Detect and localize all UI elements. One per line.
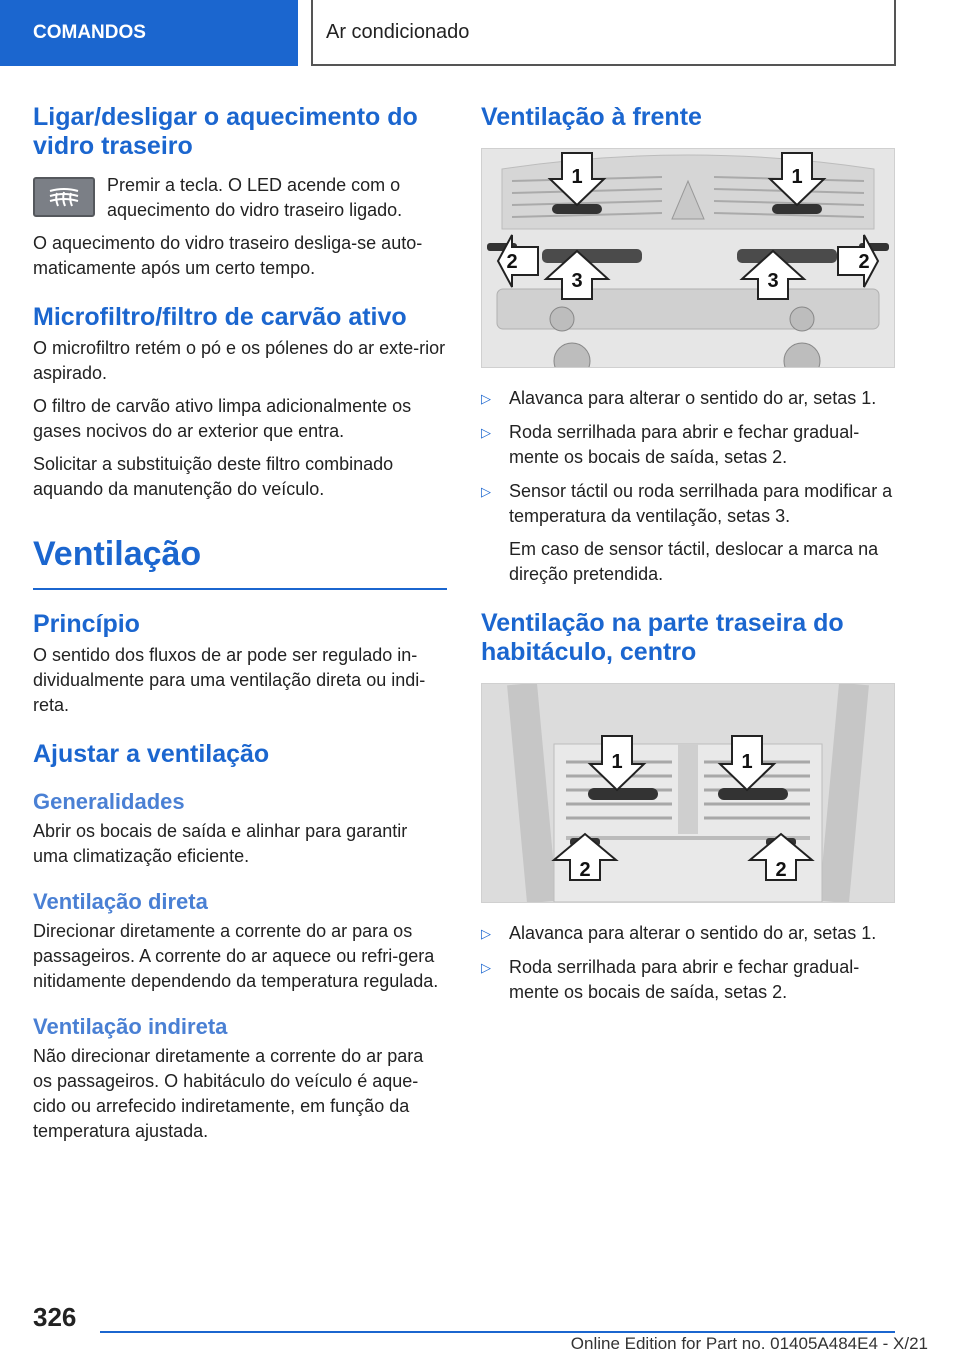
front-arrow-label-3a: 3 xyxy=(571,270,583,292)
bullet-text: Roda serrilhada para abrir e fechar gradual-mente os bocais de saída, setas 2. xyxy=(509,422,860,467)
title-rule xyxy=(33,588,447,590)
list-item xyxy=(481,921,895,946)
bullet-text: Alavanca para alterar o sentido do ar, setas 1. xyxy=(509,388,877,408)
principle-text: O sentido dos fluxos de ar pode ser regulado in-dividualmente para uma ventilação direta ou indi-reta. xyxy=(33,645,426,715)
direct-heading: Ventilação direta xyxy=(33,889,208,914)
list-item xyxy=(481,955,895,1005)
bullet-text-group xyxy=(509,479,895,587)
filter-paragraph-1: O microfiltro retém o pó e os pólenes do ar exte-rior aspirado. xyxy=(33,338,446,383)
page-number: 326 xyxy=(33,1302,77,1332)
bullet-text: Roda serrilhada para abrir e fechar gradual-mente os bocais de saída, setas 2. xyxy=(509,957,860,1002)
triangle-bullet-icon: ▷ xyxy=(481,425,491,440)
front-arrow-label-3b: 3 xyxy=(767,270,779,292)
front-ventilation-heading: Ventilação à frente xyxy=(481,103,702,131)
indirect-heading: Ventilação indireta xyxy=(33,1014,228,1039)
list-item xyxy=(481,386,895,411)
front-vents-photo xyxy=(481,148,895,368)
filter-paragraph-2: O filtro de carvão ativo limpa adicionalmente os gases nocivos do ar exterior que entra. xyxy=(33,396,412,441)
rear-window-button-text: Premir a tecla. O LED acende com o aquecimento do vidro traseiro ligado. xyxy=(107,175,403,220)
edition-footer: Online Edition for Part no. 01405A484E4 - X/21 xyxy=(570,1334,928,1353)
front-arrow-label-1a: 1 xyxy=(571,166,583,188)
chapter-header xyxy=(311,0,896,66)
general-text: Abrir os bocais de saída e alinhar para garantir uma climatização eficiente. xyxy=(33,821,408,866)
triangle-bullet-icon: ▷ xyxy=(481,960,491,975)
section-tab xyxy=(0,0,298,66)
front-bullets xyxy=(481,386,895,587)
filter-paragraph-3: Solicitar a substituição deste filtro combinado aquando da manutenção do veículo. xyxy=(33,454,394,499)
triangle-bullet-icon: ▷ xyxy=(481,484,491,499)
filter-heading: Microfiltro/filtro de carvão ativo xyxy=(33,303,407,331)
bullet-text: Sensor táctil ou roda serrilhada para modificar a temperatura da ventilação, setas 3. xyxy=(509,481,893,526)
ventilation-title: Ventilação xyxy=(33,535,202,573)
rear-ventilation-heading: Ventilação na parte traseira do habitáculo, centro xyxy=(481,609,844,666)
right-column xyxy=(481,103,895,1014)
principle-heading: Princípio xyxy=(33,610,140,638)
rear-window-note: O aquecimento do vidro traseiro desliga-se auto-maticamente após um certo tempo. xyxy=(33,233,423,278)
rear-arrow-label-1b: 1 xyxy=(741,751,753,773)
footer-rule xyxy=(100,1331,895,1333)
bullet-subtext: Em caso de sensor táctil, deslocar a marca na direção pretendida. xyxy=(509,539,879,584)
rear-window-heading: Ligar/desligar o aquecimento do vidro traseiro xyxy=(33,103,418,160)
rear-bullets xyxy=(481,921,895,1005)
rear-arrow-label-2a: 2 xyxy=(579,859,591,881)
list-item xyxy=(481,420,895,470)
rear-vents-photo xyxy=(481,683,895,903)
section-label: COMANDOS xyxy=(33,22,146,43)
left-column xyxy=(33,103,447,1144)
rear-window-defrost-icon xyxy=(33,177,95,217)
triangle-bullet-icon: ▷ xyxy=(481,926,491,941)
front-arrow-label-2a: 2 xyxy=(506,251,518,273)
rear-arrow-label-2b: 2 xyxy=(775,859,787,881)
triangle-bullet-icon: ▷ xyxy=(481,391,491,406)
direct-text: Direcionar diretamente a corrente do ar para os passageiros. A corrente do ar aquece ou refri-gera nitidamente dependendo da temperatura regulada. xyxy=(33,921,439,991)
rear-arrow-label-1a: 1 xyxy=(611,751,623,773)
list-item xyxy=(481,479,895,587)
indirect-text: Não direcionar diretamente a corrente do ar para os passageiros. O habitáculo do veículo é aque-cido ou arrefecido indiretamente, em função da temperatura ajustada. xyxy=(33,1046,424,1141)
rear-window-button-row xyxy=(33,173,447,223)
adjust-heading: Ajustar a ventilação xyxy=(33,740,270,768)
front-arrow-label-2b: 2 xyxy=(858,251,870,273)
chapter-title: Ar condicionado xyxy=(326,20,470,43)
bullet-text: Alavanca para alterar o sentido do ar, setas 1. xyxy=(509,923,877,943)
general-heading: Generalidades xyxy=(33,789,185,814)
front-arrow-label-1b: 1 xyxy=(791,166,803,188)
